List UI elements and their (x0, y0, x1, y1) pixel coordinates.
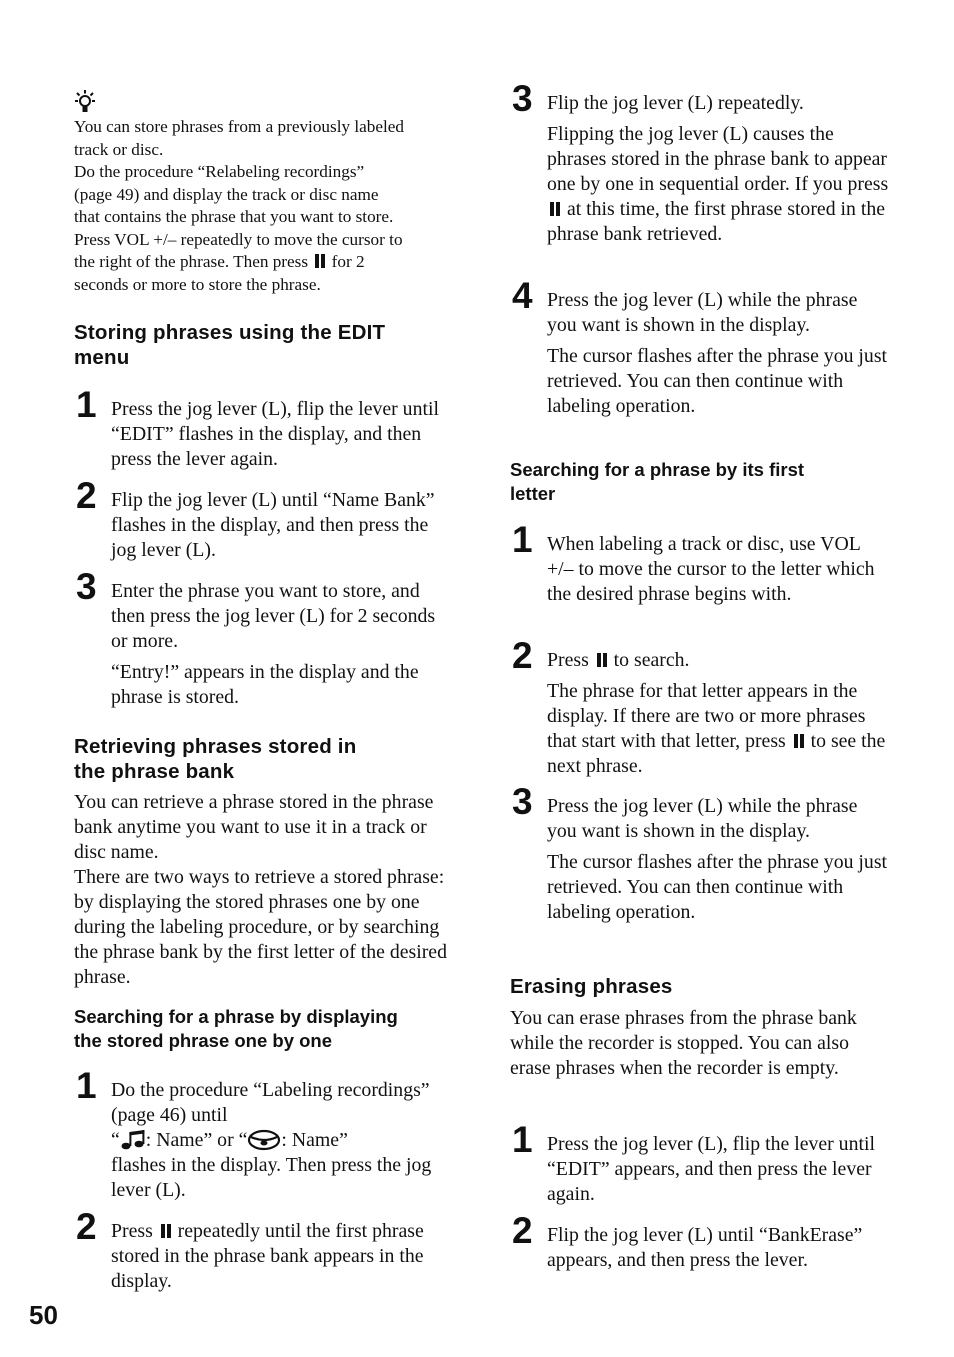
tip-line: that contains the phrase that you want to store. (74, 207, 394, 226)
step-note: The cursor flashes after the phrase you just retrieved. You can then continue with labeling operation. (547, 851, 888, 923)
paragraph: You can retrieve a phrase stored in the phrase bank anytime you want to use it in a track or disc name. (74, 791, 434, 863)
search-display-step-1 (74, 1065, 454, 1203)
step-number: 3 (512, 78, 533, 119)
tip-line: (page 49) and display the track or disc name (74, 184, 379, 204)
step-number: 2 (512, 635, 533, 676)
section-heading-storing: Storing phrases using the EDIT menu (74, 321, 386, 369)
erasing-body (510, 1006, 890, 1081)
step-note: The cursor flashes after the phrase you just retrieved. You can then continue with labeling operation. (547, 345, 888, 417)
paragraph: There are two ways to retrieve a stored phrase: by displaying the stored phrases one by one during the labeling procedure, or by searching the phrase bank by the first letter of the desired phrase. (74, 866, 447, 988)
step-number: 1 (76, 384, 97, 425)
step-text: Flip the jog lever (L) repeatedly. (547, 92, 804, 114)
step-note: Flipping the jog lever (L) causes the phrases stored in the phrase bank to appear one by one in sequential order. If you press at this time, the first phrase stored in the phrase bank retrieved. (547, 123, 889, 245)
tip-line: Do the procedure “Relabeling recordings” (74, 162, 365, 181)
search-letter-step-1 (510, 519, 890, 607)
pause-icon (160, 1224, 171, 1238)
section-heading-erasing: Erasing phrases (510, 975, 673, 998)
step-text: Press the jog lever (L), flip the lever until “EDIT” appears, and then press the lever again. (547, 1133, 875, 1205)
step-number: 2 (76, 475, 97, 516)
step-note: “Entry!” appears in the display and the phrase is stored. (111, 661, 419, 708)
music-note-icon (120, 1129, 146, 1151)
step-number: 4 (512, 275, 533, 316)
step-text: Press to search. (547, 649, 690, 671)
step-text: Press the jog lever (L) while the phrase you want is shown in the display. (547, 795, 858, 842)
retrieving-body (74, 790, 454, 990)
erasing-step-2 (510, 1210, 890, 1273)
erasing-step-1 (510, 1119, 890, 1207)
storing-step-1 (74, 384, 454, 472)
tip-line: seconds or more to store the phrase. (74, 274, 321, 294)
storing-step-3 (74, 566, 454, 710)
tip-line: You can store phrases from a previously labeled (74, 117, 404, 136)
step-text: Press repeatedly until the first phrase stored in the phrase bank appears in the display. (111, 1220, 424, 1292)
paragraph: You can erase phrases from the phrase bank while the recorder is stopped. You can also erase phrases when the recorder is empty. (510, 1007, 857, 1079)
step-text: When labeling a track or disc, use VOL +/– to move the cursor to the letter which the desired phrase begins with. (547, 533, 875, 605)
search-letter-step-2 (510, 635, 890, 779)
search-display-step-2 (74, 1206, 454, 1294)
subheading-search-display: Searching for a phrase by displaying the stored phrase one by one (74, 1006, 398, 1051)
step-text: Press the jog lever (L) while the phrase you want is shown in the display. (547, 289, 858, 336)
tip-text (74, 116, 454, 296)
step-number: 2 (76, 1206, 97, 1247)
page-number: 50 (29, 1300, 58, 1330)
step-text: Press the jog lever (L), flip the lever until “EDIT” flashes in the display, and then press the lever again. (111, 398, 439, 470)
pause-icon (596, 653, 607, 667)
step-number: 1 (76, 1065, 97, 1106)
step-text: Flip the jog lever (L) until “BankErase” appears, and then press the lever. (547, 1224, 863, 1271)
storing-step-2 (74, 475, 454, 563)
disc-icon (247, 1129, 281, 1151)
step-text: “ : Name” or “ : Name” (111, 1129, 348, 1151)
search-display-step-3 (510, 78, 890, 247)
tip-line: the right of the phrase. Then press for 2 (74, 252, 365, 271)
step-number: 2 (512, 1210, 533, 1251)
section-heading-retrieving: Retrieving phrases stored in the phrase bank (74, 735, 357, 783)
pause-icon (314, 254, 325, 268)
step-number: 1 (512, 519, 533, 560)
step-number: 3 (76, 566, 97, 607)
lightbulb-hint-icon (74, 89, 96, 113)
step-text: Enter the phrase you want to store, and then press the jog lever (L) for 2 seconds or more. (111, 580, 436, 652)
step-number: 1 (512, 1119, 533, 1160)
pause-icon (549, 202, 560, 216)
step-note: The phrase for that letter appears in the display. If there are two or more phrases that start with that letter, press to see the next phrase. (547, 680, 886, 777)
search-letter-step-3 (510, 781, 890, 925)
tip-line: track or disc. (74, 139, 164, 159)
step-text: flashes in the display. Then press the jog lever (L). (111, 1154, 432, 1201)
step-text: Do the procedure “Labeling recordings” (page 46) until (111, 1079, 430, 1126)
search-display-step-4 (510, 275, 890, 419)
tip-line: Press VOL +/– repeatedly to move the cursor to (74, 229, 403, 249)
subheading-search-letter: Searching for a phrase by its first letter (510, 459, 805, 504)
step-number: 3 (512, 781, 533, 822)
pause-icon (793, 734, 804, 748)
step-text: Flip the jog lever (L) until “Name Bank” flashes in the display, and then press the jog lever (L). (111, 489, 435, 561)
